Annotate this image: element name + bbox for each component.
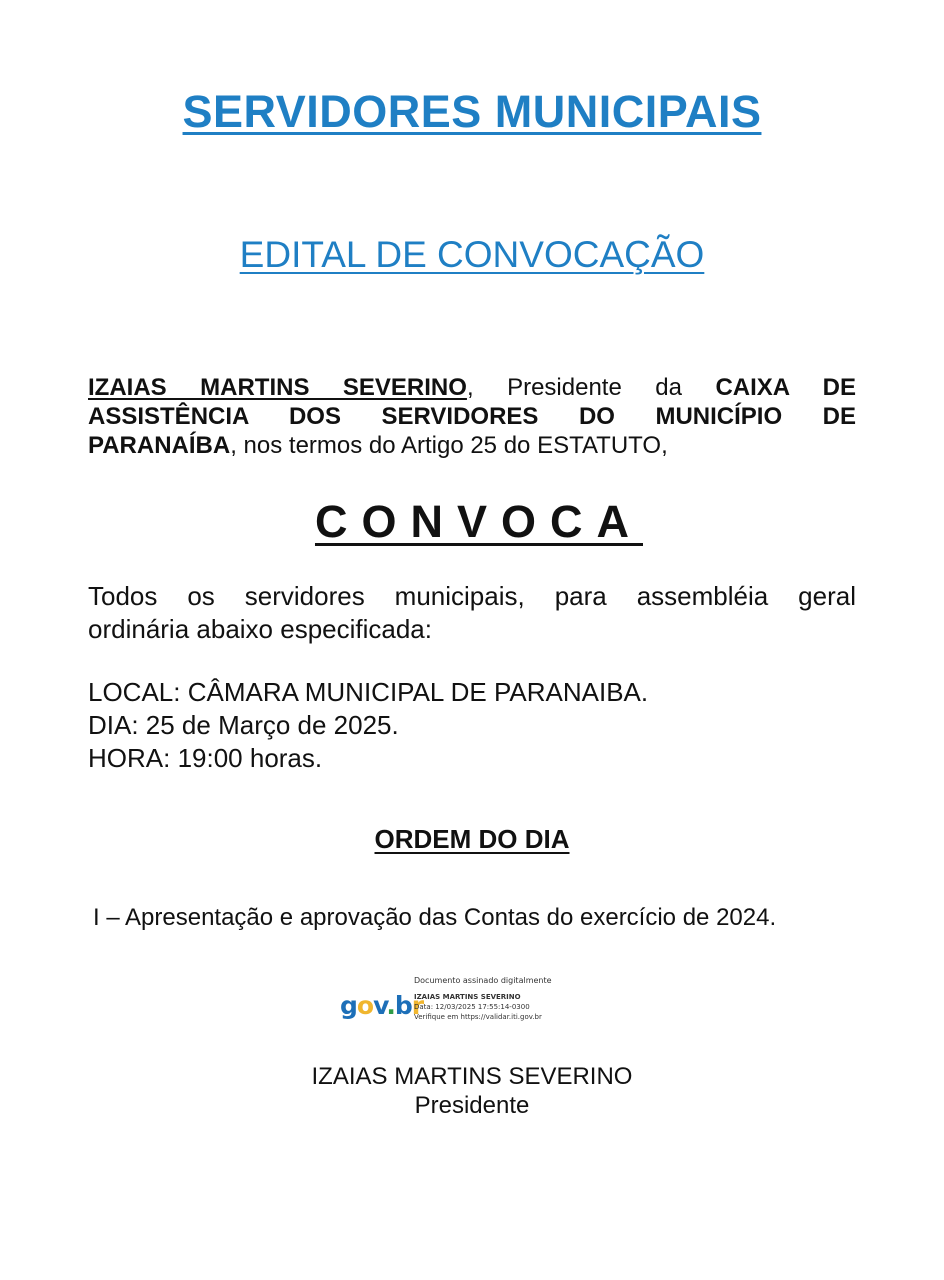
agenda-heading: ORDEM DO DIA — [374, 824, 570, 854]
meeting-date: DIA: 25 de Março de 2025. — [88, 710, 399, 740]
signer-block — [0, 1062, 944, 1120]
org-name-part-2: ASSISTÊNCIA DOS SERVIDORES DO MUNICÍPIO DE — [88, 403, 856, 430]
meeting-location: LOCAL: CÂMARA MUNICIPAL DE PARANAIBA. — [88, 677, 649, 707]
signature-date: Data: 12/03/2025 17:55:14-0300 — [414, 1003, 530, 1011]
signature-verify-link: Verifique em https://validar.iti.gov.br — [414, 1013, 542, 1021]
convocation-paragraph — [88, 580, 856, 646]
convoca-heading — [0, 496, 944, 548]
intro-comma: , — [466, 374, 474, 401]
intro-paragraph — [88, 373, 856, 460]
intro-statute-text: , nos termos do Artigo 25 do ESTATUTO, — [230, 432, 668, 459]
signer-name: IZAIAS MARTINS SEVERINO — [311, 1063, 633, 1090]
page-subtitle: EDITAL DE CONVOCAÇÃO — [239, 234, 705, 275]
convocation-line-1: Todos os servidores municipais, para assembléia geral — [88, 581, 856, 611]
intro-line-1 — [88, 373, 856, 402]
convoca-label: CONVOCA — [314, 496, 643, 547]
signature-name: IZAIAS MARTINS SEVERINO — [414, 993, 521, 1001]
meeting-time: HORA: 19:00 horas. — [88, 743, 323, 773]
page-title: SERVIDORES MUNICIPAIS — [182, 86, 762, 137]
signature-heading: Documento assinado digitalmente — [414, 976, 552, 985]
digital-signature-stamp — [340, 975, 600, 1031]
agenda-item: I – Apresentação e aprovação das Contas do exercício de 2024. — [93, 904, 777, 931]
intro-president-label: Presidente da — [507, 374, 682, 401]
signature-details — [414, 975, 552, 1022]
org-name-part-3: PARANAÍBA — [88, 432, 231, 459]
org-name-part-1: CAIXA DE — [715, 374, 857, 401]
president-name: IZAIAS MARTINS SEVERINO — [88, 374, 467, 401]
convocation-line-2: ordinária abaixo especificada: — [88, 614, 432, 644]
govbr-logo: gov.br — [340, 991, 424, 1020]
meeting-details — [88, 676, 856, 775]
intro-line-3 — [88, 431, 856, 460]
signer-role: Presidente — [414, 1092, 530, 1119]
